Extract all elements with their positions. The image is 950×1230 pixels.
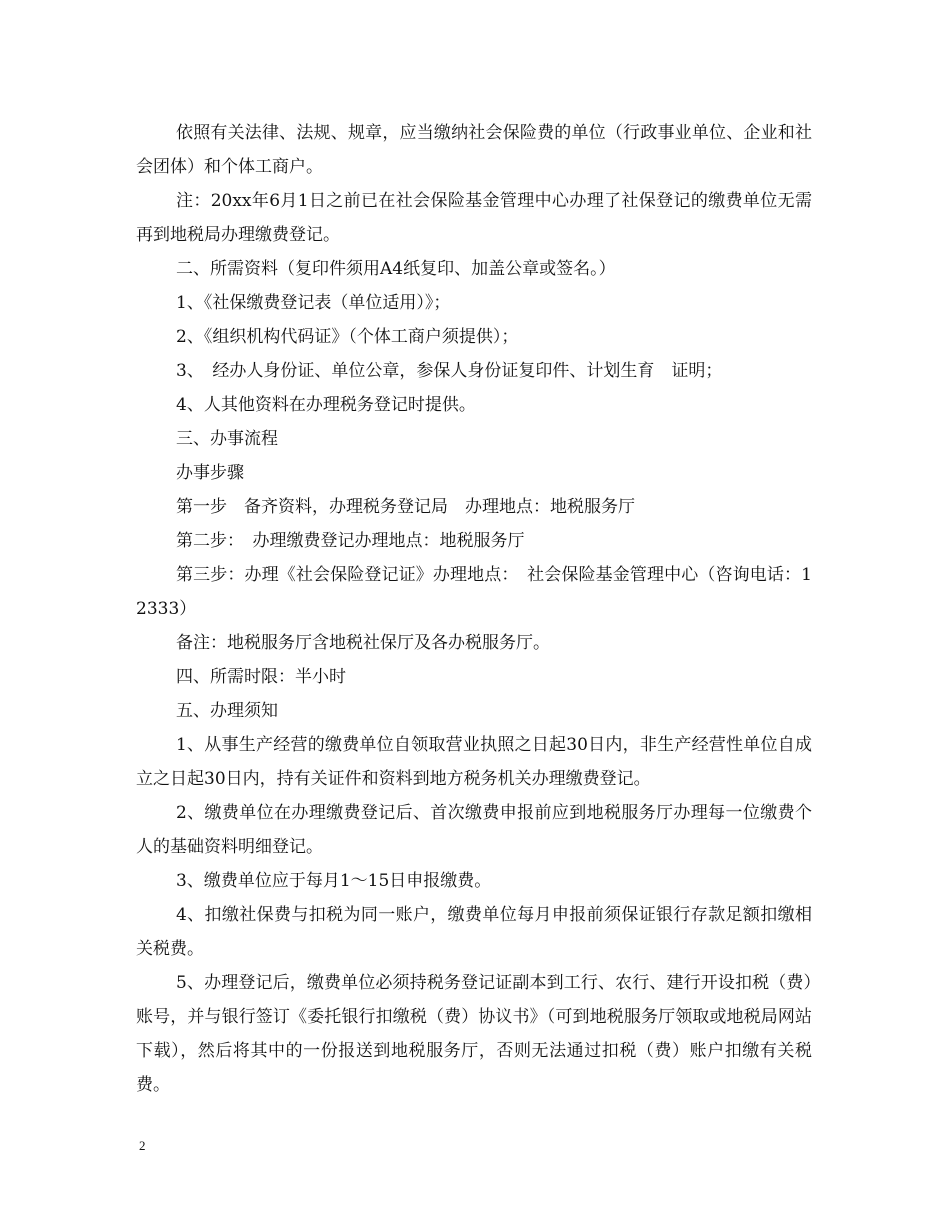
page-number: 2 xyxy=(139,1138,146,1153)
step-item: 第三步：办理《社会保险登记证》办理地点： 社会保险基金管理中心（咨询电话：12333） xyxy=(136,565,812,619)
list-item: 3、 经办人身份证、单位公章，参保人身份证复印件、计划生育 证明； xyxy=(176,361,723,381)
section-heading: 三、办事流程 xyxy=(176,429,278,449)
list-item: 1、从事生产经营的缴费单位自领取营业执照之日起30日内，非生产经营性单位自成立之日起30日内，持有关证件和资料到地方税务机关办理缴费登记。 xyxy=(136,735,812,789)
list-item: 1、《社保缴费登记表（单位适用）》； xyxy=(176,293,451,313)
step-item: 第一步 备齐资料，办理税务登记局 办理地点：地税服务厅 xyxy=(176,497,635,517)
paragraph: 依照有关法律、法规、规章，应当缴纳社会保险费的单位（行政事业单位、企业和社会团体）和个体工商户。 xyxy=(136,123,812,177)
section-heading: 五、办理须知 xyxy=(176,701,278,721)
list-item: 2、《组织机构代码证》（个体工商户须提供）； xyxy=(176,327,519,347)
paragraph: 注：20xx年6月1日之前已在社会保险基金管理中心办理了社保登记的缴费单位无需再到地税局办理缴费登记。 xyxy=(136,191,812,245)
list-item: 4、人其他资料在办理税务登记时提供。 xyxy=(176,395,476,415)
subheading: 办事步骤 xyxy=(176,463,244,483)
list-item: 4、扣缴社保费与扣税为同一账户，缴费单位每月申报前须保证银行存款足额扣缴相关税费。 xyxy=(136,905,812,959)
section-heading: 二、所需资料（复印件须用A4纸复印、加盖公章或签名。） xyxy=(176,259,616,279)
list-item: 5、办理登记后，缴费单位必须持税务登记证副本到工行、农行、建行开设扣税（费）账号，并与银行签订《委托银行扣缴税（费）协议书》（可到地税服务厅领取或地税局网站下载），然后将其中的一份报送到地税服务厅，否则无法通过扣税（费）账户扣缴有关税费。 xyxy=(136,973,812,1095)
list-item: 3、缴费单位应于每月1～15日申报缴费。 xyxy=(176,871,492,891)
list-item: 2、缴费单位在办理缴费登记后、首次缴费申报前应到地税服务厅办理每一位缴费个人的基础资料明细登记。 xyxy=(136,803,812,857)
step-item: 第二步： 办理缴费登记办理地点：地税服务厅 xyxy=(176,531,525,551)
section-heading: 四、所需时限：半小时 xyxy=(176,667,346,687)
document-body xyxy=(136,116,812,1102)
note-paragraph: 备注：地税服务厅含地税社保厅及各办税服务厅。 xyxy=(176,633,550,653)
